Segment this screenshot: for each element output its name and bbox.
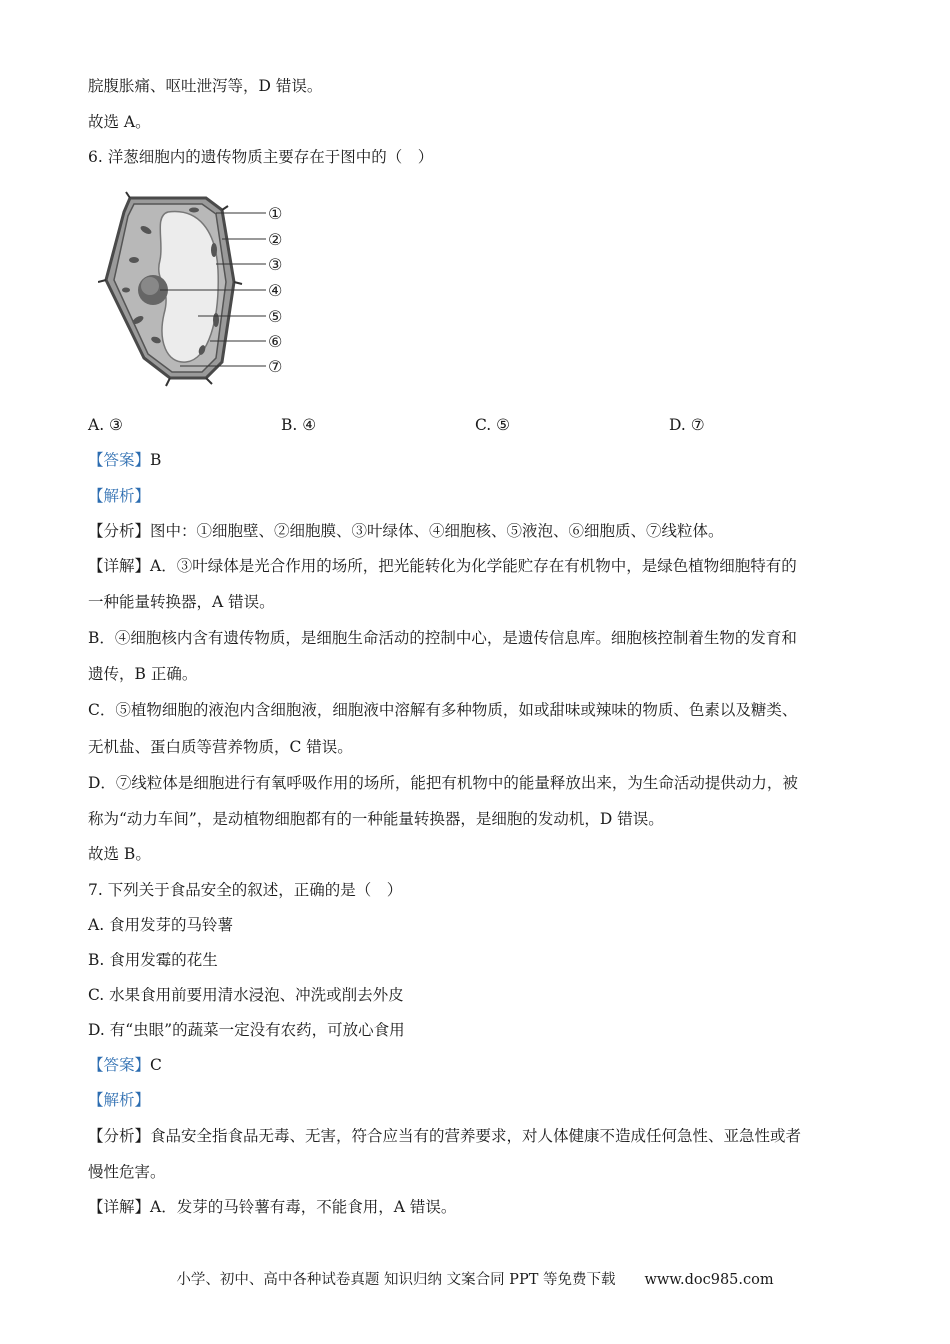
q7-option-d: D. 有“虫眼”的蔬菜一定没有农药，可放心食用 <box>88 1021 405 1039</box>
label-4: ④ <box>268 281 283 300</box>
text-line: 故选 A。 <box>88 113 151 131</box>
page-footer: 小学、初中、高中各种试卷真题 知识归纳 文案合同 PPT 等免费下载 www.doc985.com <box>176 1272 774 1288</box>
fenxi-7: 【分析】食品安全指食品无毒、无害，符合应当有的营养要求，对人体健康不造成任何急性、亚急性或者 <box>88 1127 802 1145</box>
text-line: D．⑦线粒体是细胞进行有氧呼吸作用的场所，能把有机物中的能量释放出来，为生命活动提供动力，被 <box>88 774 798 792</box>
text-line: 故选 B。 <box>88 845 151 863</box>
text-line: C．⑤植物细胞的液泡内含细胞液，细胞液中溶解有多种物质，如或甜味或辣味的物质、色素以及糖类、 <box>88 701 798 719</box>
label-7: ⑦ <box>268 357 283 376</box>
option-b: B. ④ <box>281 416 317 434</box>
answer-6: 【答案】B <box>88 451 162 469</box>
xiangjie-6-a: 【详解】A．③叶绿体是光合作用的场所，把光能转化为化学能贮存在有机物中，是绿色植物细胞特有的 <box>88 557 797 575</box>
text-line: 一种能量转换器，A 错误。 <box>88 593 275 611</box>
text-line: 慢性危害。 <box>88 1163 166 1181</box>
option-c: C. ⑤ <box>475 416 511 434</box>
label-3: ③ <box>268 255 283 274</box>
text-line: B．④细胞核内含有遗传物质，是细胞生命活动的控制中心，是遗传信息库。细胞核控制着生物的发育和 <box>88 629 797 647</box>
fenxi-6: 【分析】图中：①细胞壁、②细胞膜、③叶绿体、④细胞核、⑤液泡、⑥细胞质、⑦线粒体。 <box>88 522 724 540</box>
text-line: 无机盐、蛋白质等营养物质，C 错误。 <box>88 738 353 756</box>
q7-option-a: A. 食用发芽的马铃薯 <box>88 916 234 934</box>
label-6: ⑥ <box>268 332 283 351</box>
option-d: D. ⑦ <box>669 416 705 434</box>
question-6: 6. 洋葱细胞内的遗传物质主要存在于图中的（ ） <box>88 148 434 166</box>
vacuole-shape <box>159 212 218 363</box>
text-line: 称为“动力车间”，是动植物细胞都有的一种能量转换器，是细胞的发动机，D 错误。 <box>88 810 664 828</box>
label-2: ② <box>268 230 283 249</box>
analysis-6: 【解析】 <box>88 487 151 505</box>
question-7: 7. 下列关于食品安全的叙述，正确的是（ ） <box>88 881 403 899</box>
answer-7: 【答案】C <box>88 1056 162 1074</box>
q7-option-c: C. 水果食用前要用清水浸泡、冲洗或削去外皮 <box>88 986 404 1004</box>
q7-option-b: B. 食用发霉的花生 <box>88 951 218 969</box>
option-a: A. ③ <box>88 416 123 434</box>
xiangjie-7: 【详解】A．发芽的马铃薯有毒，不能食用，A 错误。 <box>88 1198 457 1216</box>
analysis-7: 【解析】 <box>88 1091 151 1109</box>
text-line: 遗传，B 正确。 <box>88 665 198 683</box>
text-line: 脘腹胀痛、呕吐泄泻等，D 错误。 <box>88 77 323 95</box>
label-1: ① <box>268 204 283 223</box>
label-5: ⑤ <box>268 307 283 326</box>
onion-cell-diagram <box>98 190 298 390</box>
